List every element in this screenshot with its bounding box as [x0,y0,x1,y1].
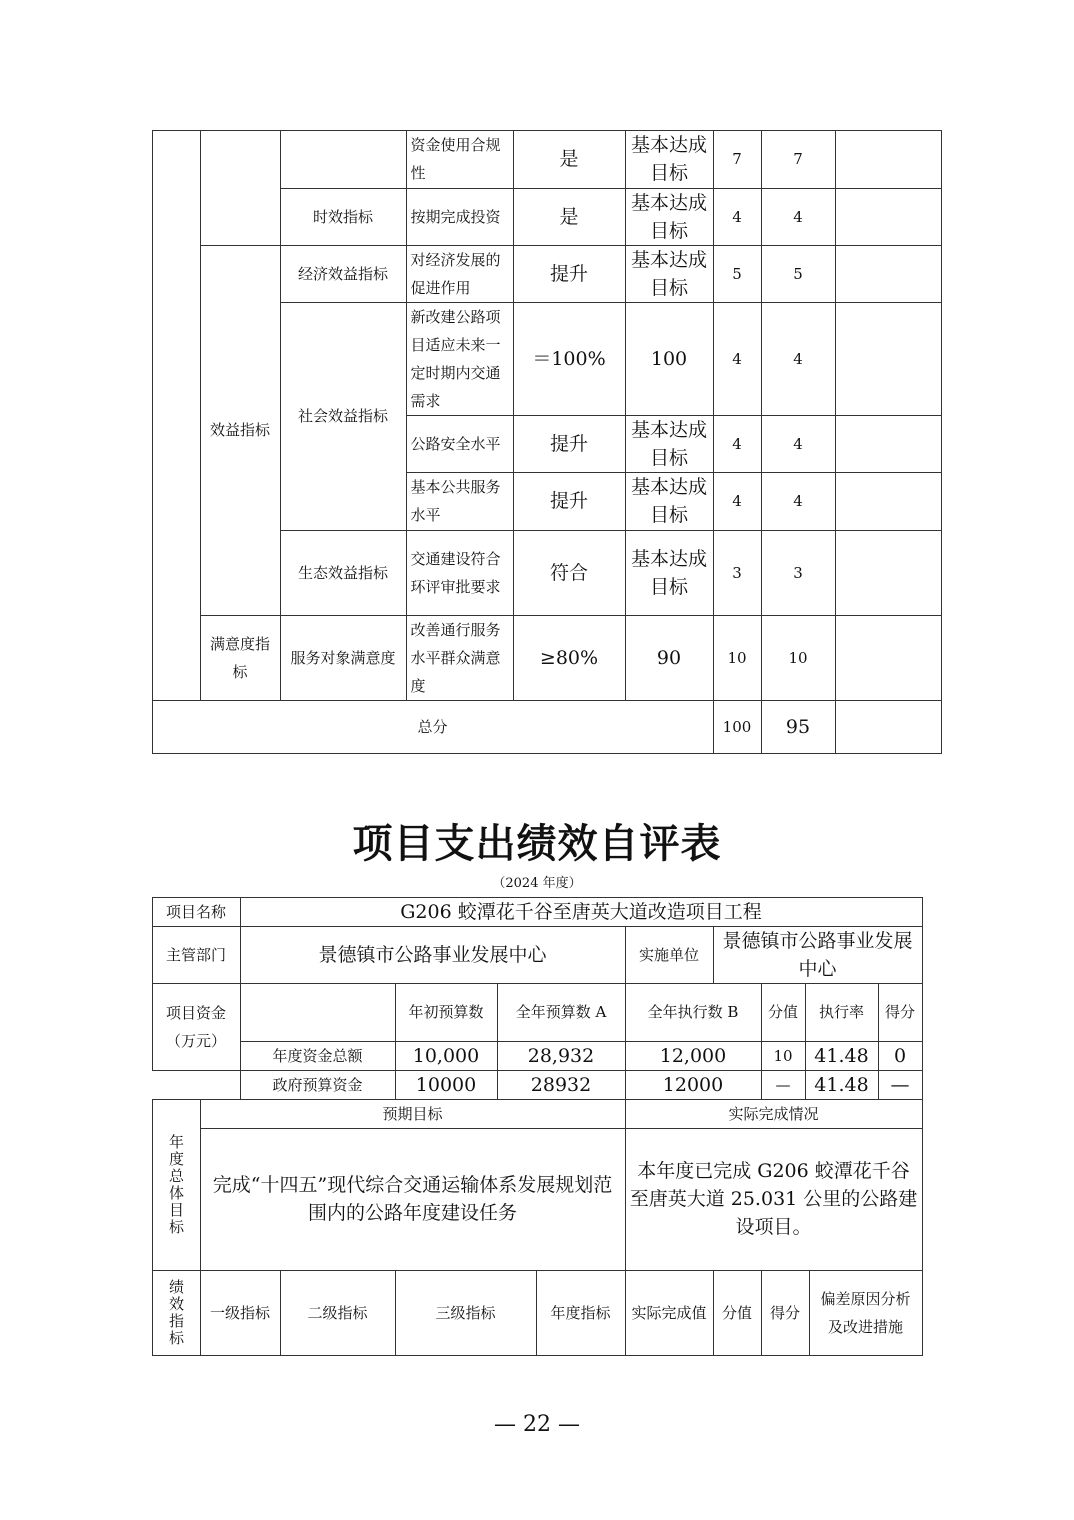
score-cell: 4 [761,302,836,416]
fund-value: 28932 [497,1070,626,1100]
remark-cell [835,700,942,754]
level2-cell: 时效指标 [280,188,407,246]
fund-value: 0 [878,1041,923,1071]
year-subtitle: （2024 年度） [492,876,582,891]
actual-cell: 基本达成目标 [625,130,714,189]
weight-cell: 4 [713,472,762,531]
remark-cell [835,302,942,416]
fund-value: 41.48 [805,1070,879,1100]
actual-cell: 基本达成目标 [625,245,714,303]
level1-cell: 满意度指标 [200,615,281,701]
level3-cell: 改善通行服务水平群众满意度 [406,615,514,701]
implementing-unit: 景德镇市公路事业发展中心 [713,926,923,984]
actual-cell: 基本达成目标 [625,530,714,616]
fund-row-label: 政府预算资金 [240,1070,396,1100]
fund-value: — [878,1070,923,1100]
target-cell: 提升 [513,245,626,303]
level2-cell: 服务对象满意度 [280,615,407,701]
expected-goal: 完成“十四五”现代综合交通运输体系发展规划范围内的公路年度建设任务 [200,1128,626,1271]
project-name: G206 蛟潭花千谷至唐英大道改造项目工程 [240,897,923,927]
remark-cell [835,530,942,616]
header-cell: 实际完成情况 [625,1099,923,1129]
fund-value: 10 [761,1041,806,1071]
score-cell: 4 [761,188,836,246]
remark-cell [835,245,942,303]
total-weight: 100 [713,700,762,754]
actual-result: 本年度已完成 G206 蛟潭花千谷至唐英大道 25.031 公里的公路建设项目。 [625,1128,923,1271]
total-label: 总分 [152,700,714,754]
weight-cell: 7 [713,130,762,189]
fund-value: 10,000 [395,1041,498,1071]
target-cell: 提升 [513,472,626,531]
score-cell: 5 [761,245,836,303]
weight-cell: 3 [713,530,762,616]
header-cell: 预期目标 [200,1099,626,1129]
level3-cell: 交通建设符合环评审批要求 [406,530,514,616]
remark-cell [835,130,942,189]
level3-cell: 对经济发展的促进作用 [406,245,514,303]
level3-cell: 新改建公路项目适应未来一定时期内交通需求 [406,302,514,416]
goal-label: 年度总体目标 [152,1099,201,1271]
fund-header: 年初预算数 [395,983,498,1042]
target-cell: 是 [513,130,626,189]
label-cell: 主管部门 [152,926,241,984]
perf-label: 绩效指标 [152,1270,201,1356]
target-cell: 提升 [513,415,626,473]
fund-header: 分值 [761,983,806,1042]
fund-header: 全年预算数 A [497,983,626,1042]
fund-value: 12000 [625,1070,762,1100]
blank-cell [152,130,201,701]
fund-value: 28,932 [497,1041,626,1071]
label-cell: 实施单位 [625,926,714,984]
actual-cell: 基本达成目标 [625,472,714,531]
page-number: — 22 — [494,1412,580,1437]
fund-header: 得分 [878,983,923,1042]
score-cell: 7 [761,130,836,189]
weight-cell: 4 [713,302,762,416]
blank-cell [200,130,281,246]
actual-cell: 基本达成目标 [625,188,714,246]
target-cell: 是 [513,188,626,246]
perf-header: 分值 [713,1270,762,1356]
remark-cell [835,188,942,246]
blank-cell [240,983,396,1042]
department: 景德镇市公路事业发展中心 [240,926,626,984]
score-cell: 4 [761,472,836,531]
level2-cell: 经济效益指标 [280,245,407,303]
page-title: 项目支出绩效自评表 [352,820,722,867]
score-cell: 4 [761,415,836,473]
perf-header: 年度指标 [536,1270,626,1356]
perf-header: 偏差原因分析及改进措施 [809,1270,923,1356]
weight-cell: 10 [713,615,762,701]
actual-cell: 90 [625,615,714,701]
actual-cell: 基本达成目标 [625,415,714,473]
level3-cell: 基本公共服务水平 [406,472,514,531]
fund-value: — [761,1070,806,1100]
perf-header: 一级指标 [200,1270,281,1356]
weight-cell: 4 [713,415,762,473]
label-cell: 项目资金（万元） [152,983,241,1071]
fund-header: 执行率 [805,983,879,1042]
remark-cell [835,415,942,473]
score-cell: 3 [761,530,836,616]
remark-cell [835,472,942,531]
target-cell: ＝100% [513,302,626,416]
level3-cell: 公路安全水平 [406,415,514,473]
actual-cell: 100 [625,302,714,416]
fund-row-label: 年度资金总额 [240,1041,396,1071]
level2-cell: 社会效益指标 [280,302,407,531]
fund-value: 41.48 [805,1041,879,1071]
level3-cell: 资金使用合规性 [406,130,514,189]
fund-value: 10000 [395,1070,498,1100]
blank-cell [280,130,407,189]
weight-cell: 5 [713,245,762,303]
total-score: 95 [761,700,836,754]
perf-header: 三级指标 [395,1270,537,1356]
level2-cell: 生态效益指标 [280,530,407,616]
target-cell: ≥80% [513,615,626,701]
perf-header: 实际完成值 [625,1270,714,1356]
remark-cell [835,615,942,701]
target-cell: 符合 [513,530,626,616]
fund-value: 12,000 [625,1041,762,1071]
level1-cell: 效益指标 [200,245,281,616]
level3-cell: 按期完成投资 [406,188,514,246]
fund-header: 全年执行数 B [625,983,762,1042]
label-cell: 项目名称 [152,897,241,927]
score-cell: 10 [761,615,836,701]
weight-cell: 4 [713,188,762,246]
perf-header: 得分 [761,1270,810,1356]
perf-header: 二级指标 [280,1270,396,1356]
